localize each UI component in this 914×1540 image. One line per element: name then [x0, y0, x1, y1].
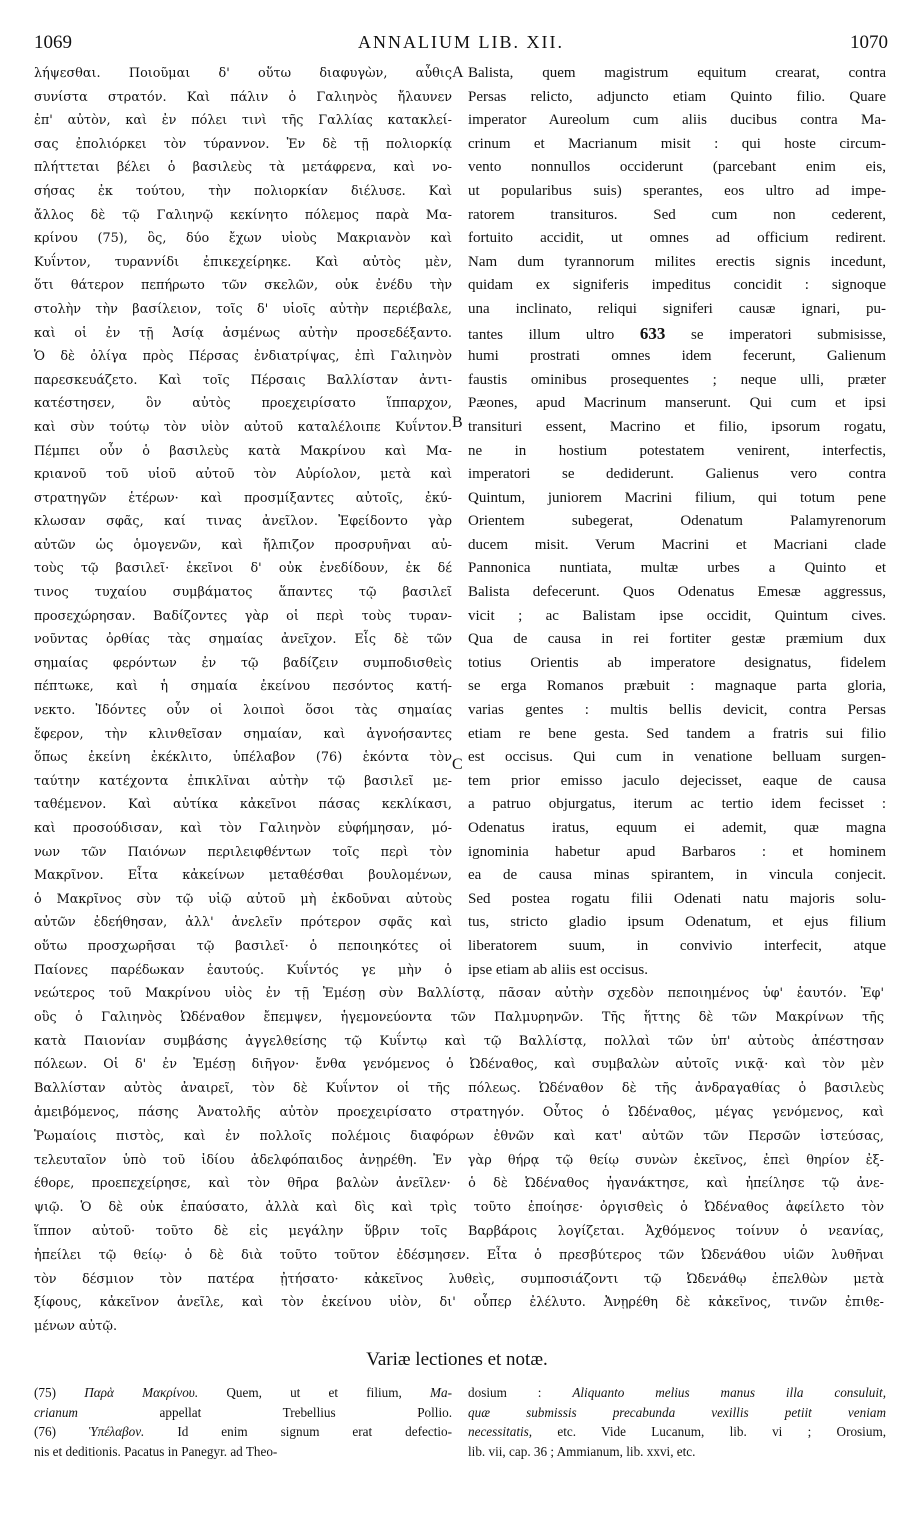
greek-text-line: καὶ οἱ ἐν τῇ Ἀσίᾳ ἀσμένως αὐτὴν προσεδέξαντο.	[34, 325, 452, 341]
greek-text-line: Κυΐντον, τυραννίδι ἐπικεχείρηκε. Καὶ αὐτὸς μὲν,	[34, 254, 452, 270]
latin-text-line: Nam dum tyrannorum milites erectis signis incedunt,	[468, 253, 886, 270]
greek-text-line: λήψεσθαι. Ποιοῦμαι δ' οὕτω διαφυγὼν, αὖθις	[34, 66, 452, 81]
greek-text-line: ὅπως ἐκείνη ἐκέκλιτο, ὑπέλαβον (76) ἑκόντα τὸν	[34, 750, 452, 766]
note-italic: quæ submissis precabunda vexillis petiit veniam	[468, 1404, 886, 1420]
notes-left-column	[34, 1383, 452, 1478]
latin-text-line: humi prostrati omnes idem fecerunt, Galienum	[468, 348, 886, 365]
note-line	[468, 1383, 886, 1403]
latin-text-line: ut popularibus suis) sperantes, eos ultro ad impe-	[468, 182, 886, 199]
note-italic: Aliquanto melius manus illa consuluit,	[572, 1385, 887, 1400]
greek-text-line: νοῦντας ὀρθίας τὰς σημαίας ἀνεῖχον. Εἷς δὲ τῶν	[34, 632, 452, 648]
latin-text-line: Quintum, juniorem Macrini filium, qui totum pene	[468, 489, 886, 506]
greek-text-line: ταθέμενον. Καὶ αὐτίκα κἀκεῖνοι πάσας κεκλίκασι,	[34, 797, 452, 813]
greek-text-line: ἔφερον, τὴν κλινθεῖσαν σημαίαν, καὶ ἀγνοήσαντες	[34, 726, 452, 742]
latin-text-line: liberatorem suum, in convivio interfecit, atque	[468, 937, 886, 954]
latin-text-segment: tantes illum ultro	[468, 326, 615, 343]
latin-text-line: Balista defecerunt. Quos Odenatus Emesæ aggressus,	[468, 584, 886, 601]
latin-text-line: vicit ; ac Balistam ipse occidit, Quintum cives.	[468, 607, 886, 624]
greek-full-line: τελευταῖον ὑπὸ τοῦ ἰδίου ἀδελφόπαιδος ἀνῃρέθη. Ἐν γὰρ θήρᾳ τῷ θείῳ συνὼν ἐκεῖνος, ἐπεὶ θηρίον ἐξ-	[34, 1152, 884, 1168]
greek-text-line: ὁ Μακρῖνος σὺν τῷ υἱῷ αὐτοῦ μὴ ἐκδοῦναι αὐτοὺς	[34, 891, 452, 907]
note-line	[34, 1442, 452, 1462]
greek-text-line: πέπτωκε, καὶ ἡ σημαία ἐκείνου πεσόντος κατή-	[34, 679, 452, 695]
latin-text-line: Pæones, apud Macrinum manserunt. Qui cum et ipsi	[468, 395, 886, 412]
latin-text-line: ratorem transituros. Sed cum non cederent,	[468, 206, 886, 223]
latin-text-line: crinum et Macrianum misit : qui hoste circum-	[468, 135, 886, 152]
greek-text-line: ὅτι θάτερον πεπήρωτο τῶν σκελῶν, οὐκ ἐνέδυ τὴν	[34, 278, 452, 294]
greek-text-line: στολὴν τὴν βασίλειον, τοῖς δ' υἱοῖς αὐτὴν περιέβαλε,	[34, 301, 452, 317]
note-text: appellat Trebellius Pollio.	[159, 1404, 453, 1420]
greek-full-line: μένων αὐτῷ.	[34, 1319, 118, 1335]
greek-full-line: νεώτερος τοῦ Μακρίνου υἱὸς ἐν τῇ Ἐμέσῃ σὺν Βαλλίστᾳ, πᾶσαν αὐτὴν σχεδὸν πεποιημένος ὑφ' ἑαυτόν. Ἐφ'	[34, 986, 884, 1001]
greek-full-line: τὸν δέσμιον τὸν πατέρα ᾐτήσατο· κἀκεῖνος λυθεὶς, συμποσιάζοντι τῷ Ὠδενάθῳ ἐπελθὼν μετὰ	[34, 1271, 884, 1287]
greek-text-line: πλήττεται βέλει ὁ βασιλεὺς τὰ μετάφρενα, καὶ νο-	[34, 160, 452, 176]
greek-full-line: ἵππον αὐτοῦ· τοῦτο δὲ εἰς μεγάλην ὕβριν τοῖς Βαρβάροις λογίζεται. Ἀχθόμενος τοίνυν ὁ νεανίας,	[34, 1223, 884, 1239]
latin-text-line: ignominia habetur apud Barbaros : et hominem	[468, 843, 886, 860]
greek-text-line: κλωσαν σφᾶς, καί τινας ἀνεῖλον. Ἐφείδοντο γὰρ	[34, 514, 452, 530]
note-text: lib. vii, cap. 36 ; Ammianum, lib. xxvi, etc.	[468, 1443, 696, 1459]
note-ref: (76)	[34, 1424, 56, 1439]
latin-text-line: tus, stricto gladio ipsum Odenatum, et ejus filium	[468, 914, 886, 931]
running-title: ANNALIUM LIB. XII.	[358, 32, 564, 52]
latin-text-line: ducem misit. Verum Macrini et Macriani clade	[468, 536, 886, 553]
latin-text-line: ea de causa minas spirantem, in vincula conjecit.	[468, 867, 886, 884]
latin-text-line: Pannonica nuntiata, multæ urbes a Quinto et	[468, 560, 886, 577]
note-ref: (75)	[34, 1385, 56, 1400]
latin-text-line: transituri essent, Macrino et filio, ipsorum rogatu,	[468, 418, 886, 435]
latin-text-line: Persas relicto, adjuncto etiam Quinto filio. Quare	[468, 88, 886, 105]
greek-text-line: σημαίας φερόντων ἐν τῷ βαδίζειν συμποδισθεὶς	[34, 655, 452, 671]
greek-text-line: στρατηγῶν ἑτέρων· καὶ προσμίξαντες αὐτοῖς, ἐκύ-	[34, 490, 452, 506]
greek-text-line: σήσας ἐκ τούτου, τὴν πολιορκίαν διέλυσε. Καὶ	[34, 183, 452, 199]
note-line	[34, 1422, 452, 1442]
margin-mark-c: C	[452, 756, 463, 773]
latin-text-line: est occisus. Qui cum in venatione belluam surgen-	[468, 749, 886, 766]
greek-full-line: Ῥωμαίοις πιστὸς, καὶ ἐν πολλοῖς πολέμοις διαφόρων ἐθνῶν καὶ κατ' αὐτῶν τῶν Περσῶν ἰστεύσας,	[34, 1128, 884, 1144]
greek-text-line: καὶ σὺν τούτῳ τὸν υἱὸν αὐτοῦ καταλέλοιπε Κυΐντον.	[34, 419, 452, 435]
note-line	[34, 1403, 452, 1423]
greek-column	[34, 62, 452, 980]
greek-text-line: καὶ προσούδισαν, καὶ τὸν Γαλιηνὸν εὐφήμησαν, μό-	[34, 821, 452, 836]
latin-text-line: Balista, quem magistrum equitum crearat, contra	[468, 65, 886, 81]
latin-text-line: totius Orientis ab imperatore designatus, fidelem	[468, 654, 886, 671]
greek-full-line: έθορε, προεπεχείρησε, καὶ τὸν θῆρα βαλὼν ἀνεῖλεν· ὁ δὲ Ὠδέναθος ἠγανάκτησε, καὶ ἠπείλησε τῷ ἀνε-	[34, 1176, 884, 1192]
notes-right-column	[468, 1383, 886, 1478]
latin-text-line: imperator Aureolum cum aliis ducibus contra Ma-	[468, 112, 886, 129]
greek-text-line: τινος τυχαίου συμβάματος ἅπαντες τῷ βασιλεῖ	[34, 585, 452, 601]
greek-full-line: Βαλλίσταν αὐτὸς ἀναιρεῖ, τὸν δὲ Κυΐντον οἱ τῆς πόλεως. Ὠδέναθον δὲ τῆς ἀνδραγαθίας ὁ βασιλεὺς	[34, 1081, 884, 1097]
greek-text-line: Μακρῖνον. Εἶτα κἀκείνων μεταθέσθαι βουλομένων,	[34, 868, 452, 884]
latin-text-line: etiam re bene gesta. Sed tandem a fratris sui filio	[468, 725, 886, 742]
greek-text-line: συνίστα στρατόν. Καὶ πάλιν ὁ Γαλιηνὸς ἤλαυνεν	[34, 89, 452, 105]
greek-text-line: ἄλλος δὲ τῷ Γαλιηνῷ κεκίνητο πόλεμος παρὰ Μα-	[34, 207, 452, 223]
latin-text-line: se erga Romanos præbuit : magnaque parta gloria,	[468, 678, 886, 695]
greek-full-line: ἀμειβόμενος, πάσης Ἀνατολῆς αὐτὸν προεχειρίσατο στρατηγόν. Οὗτος ὁ Ὠδέναθος, μέγας γενόμενος, καὶ	[34, 1104, 884, 1120]
latin-text-line: una inclinato, reliqui signiferi causæ ignari, pu-	[468, 300, 886, 317]
greek-text-line: Παίονες παρέδωκαν ἑαυτούς. Κυΐντός γε μὴν ὁ	[34, 962, 452, 978]
greek-text-line: παρεσκευάζετο. Καὶ τοῖς Πέρσαις Βαλλίσταν ἀντι-	[34, 372, 452, 388]
latin-text-line: Orientem subegerat, Odenatum Palamyrenorum	[468, 513, 886, 530]
greek-text-line: οὕτω προσχωρῆσαι τῷ βασιλεῖ· ὁ πεποιηκότες οἱ	[34, 938, 452, 954]
note-italic: crianum	[34, 1404, 78, 1420]
notes-title: Variæ lectiones et notæ.	[366, 1349, 548, 1370]
latin-text-line	[468, 322, 886, 346]
latin-text-line: ipse etiam ab aliis est occisus.	[468, 961, 648, 978]
note-italic: Ma-	[430, 1385, 453, 1400]
inline-page-number: 633	[639, 323, 666, 343]
latin-text-line: tem prior emisso jaculo dejecisset, eaque de causa	[468, 772, 886, 789]
note-line	[468, 1403, 886, 1423]
note-text: Id enim signum erat defectio-	[177, 1424, 453, 1439]
note-text: Quem, ut et filium,	[226, 1385, 402, 1400]
page-number-left: 1069	[34, 32, 72, 53]
latin-text-line: Odenatus iratus, equum ei ademit, quæ magna	[468, 820, 886, 836]
latin-text-line: quidam ex signiferis impeditus concidit : signoque	[468, 277, 886, 294]
greek-text-line: κριανοῦ τοῦ υἱοῦ αὐτοῦ τὸν Αὐρίολον, μετὰ καὶ	[34, 467, 452, 483]
margin-mark-a: A	[452, 64, 464, 81]
greek-full-line: ξίφους, κἀκεῖνον ἀνεῖλε, καὶ τὸν ἐκείνου υἱὸν, δι' οὗπερ ἐλέλυτο. Ἀνῃρέθη δὲ κἀκεῖνος, τινῶν ἐπιθε-	[34, 1295, 884, 1311]
page-number-right: 1070	[850, 32, 888, 53]
greek-text-line: ἐπ' αὐτὸν, καὶ ἐν πόλει τινὶ τῆς Γαλλίας κατακλεί-	[34, 113, 452, 129]
note-line	[468, 1422, 886, 1442]
note-text: dosium :	[468, 1385, 542, 1400]
latin-text-line: ne in hostium potestatem venirent, interfectis,	[468, 442, 886, 459]
latin-text-line: Qua de causa in rei fortiter gestæ præmium dux	[468, 631, 886, 648]
greek-text-line: νων τῶν Παιόνων περιλειφθέντων τοῖς περὶ τὸν	[34, 844, 452, 860]
greek-full-line: πόλεων. Οἱ δ' ἐν Ἐμέσῃ διῆγον· ἔνθα γενόμενος ὁ Ὠδέναθος, καὶ συμβαλὼν αὐτοῖς νικᾷ· καὶ τὸν μὲν	[34, 1057, 884, 1073]
greek-text-line: σας ἐπολιόρκει τὸν τύραννον. Ἐν δὲ τῇ πολιορκίᾳ	[34, 136, 452, 152]
greek-text-line: κατέστησεν, ὃν αὐτὸς προεχειρίσατο ἵππαρχον,	[34, 396, 452, 412]
greek-full-line: κατὰ Παιονίαν συμβάσης ἀγγελθείσης τῷ Κυΐντῳ καὶ τῷ Βαλλίστᾳ, πολλαὶ τῶν ὑπ' αὐτοὺς ἀπέστησαν	[34, 1033, 884, 1049]
latin-text-line: a patruo objurgatus, iterum ac tertio idem fecisset :	[468, 796, 886, 813]
greek-text-line: κρίνου (75), ὃς, δύο ἔχων υἱοὺς Μακριανὸν καὶ	[34, 231, 452, 247]
note-lemma: Ὑπέλαβον.	[88, 1424, 145, 1439]
note-italic: necessitatis,	[468, 1424, 533, 1439]
note-line	[34, 1383, 452, 1403]
note-line	[468, 1442, 886, 1462]
latin-text-line: Sed postea rogatu filii Odenati natu majoris solu-	[468, 890, 886, 907]
latin-text-line: fortuito accidit, ut omnes ad officium redirent.	[468, 230, 886, 247]
greek-text-line: αὐτῶν ὡς ὁμογενῶν, καὶ ἤλπιζον προσρυῆναι αὐ-	[34, 537, 452, 553]
latin-text-line: vento nonnullos occiderunt (parcebant enim eis,	[468, 159, 886, 176]
greek-full-width-text	[34, 982, 884, 1335]
margin-mark-b: B	[452, 414, 463, 431]
greek-full-line: οὓς ὁ Γαλιηνὸς Ὠδέναθον ἔπεμψεν, ἡγεμονεύοντα τῶν Παλμυρηνῶν. Τῆς ἥττης δὲ τῶν Μακρίνων τῆς	[34, 1009, 884, 1025]
greek-text-line: προσεχώρησαν. Βαδίζοντες γὰρ οἱ περὶ τοὺς τυραν-	[34, 608, 452, 624]
latin-text-line: varias gentes : multis bellis devicit, contra Persas	[468, 702, 886, 719]
note-text: etc. Vide Lucanum, lib. vi ; Orosium,	[557, 1424, 886, 1439]
greek-text-line: Ὁ δὲ ὀλίγα πρὸς Πέρσας ἐνδιατρίψας, ἐπὶ Γαλιηνὸν	[34, 349, 452, 365]
running-header	[30, 32, 892, 60]
greek-text-line: αὐτῶν ἐδεήθησαν, ἀλλ' ἀνελεῖν πρότερον σφᾶς καὶ	[34, 915, 452, 931]
greek-full-line: ἠπείλει τῷ θείῳ· ὁ δὲ διὰ τοῦτο τοῦτον ἐδέσμησεν. Εἶτα ὁ πρεσβύτερος τῶν Ὠδενάθου υἱῶν λυθῆναι	[34, 1247, 884, 1263]
latin-text-line: faustis ominibus prosequentes ; neque ulli, præter	[468, 371, 886, 388]
greek-text-line: Πέμπει οὖν ὁ βασιλεὺς κατὰ Μακρίνου καὶ Μα-	[34, 443, 452, 459]
greek-text-line: τοὺς τῷ βασιλεῖ· ἐκεῖνοι δ' οὐκ ἐνεδίδουν, ἐκ δέ	[34, 561, 452, 577]
note-text: nis et deditionis. Pacatus in Panegyr. ad Theo-	[34, 1443, 278, 1459]
greek-full-line: ψιῷ. Ὁ δὲ οὐκ ἐπαύσατο, ἀλλὰ καὶ δὶς καὶ τρὶς τοῦτο ἐποίησε· ὀργισθεὶς ὁ Ὠδέναθος ἀφείλετο τὸν	[34, 1200, 884, 1216]
greek-text-line: ταύτην κατέχοντα ἐπικλῖναι αὐτὴν τῷ βασιλεῖ με-	[34, 773, 452, 789]
latin-text-line: imperatori se dediderunt. Galienus vero contra	[468, 466, 886, 483]
note-lemma: Παρὰ Μακρίνου.	[84, 1385, 199, 1400]
greek-text-line: νεκτο. Ἰδόντες οὖν οἱ λοιποὶ ὅσοι τὰς σημαίας	[34, 703, 452, 719]
latin-column	[468, 62, 886, 980]
latin-text-segment: se imperatori submisisse,	[691, 326, 887, 343]
